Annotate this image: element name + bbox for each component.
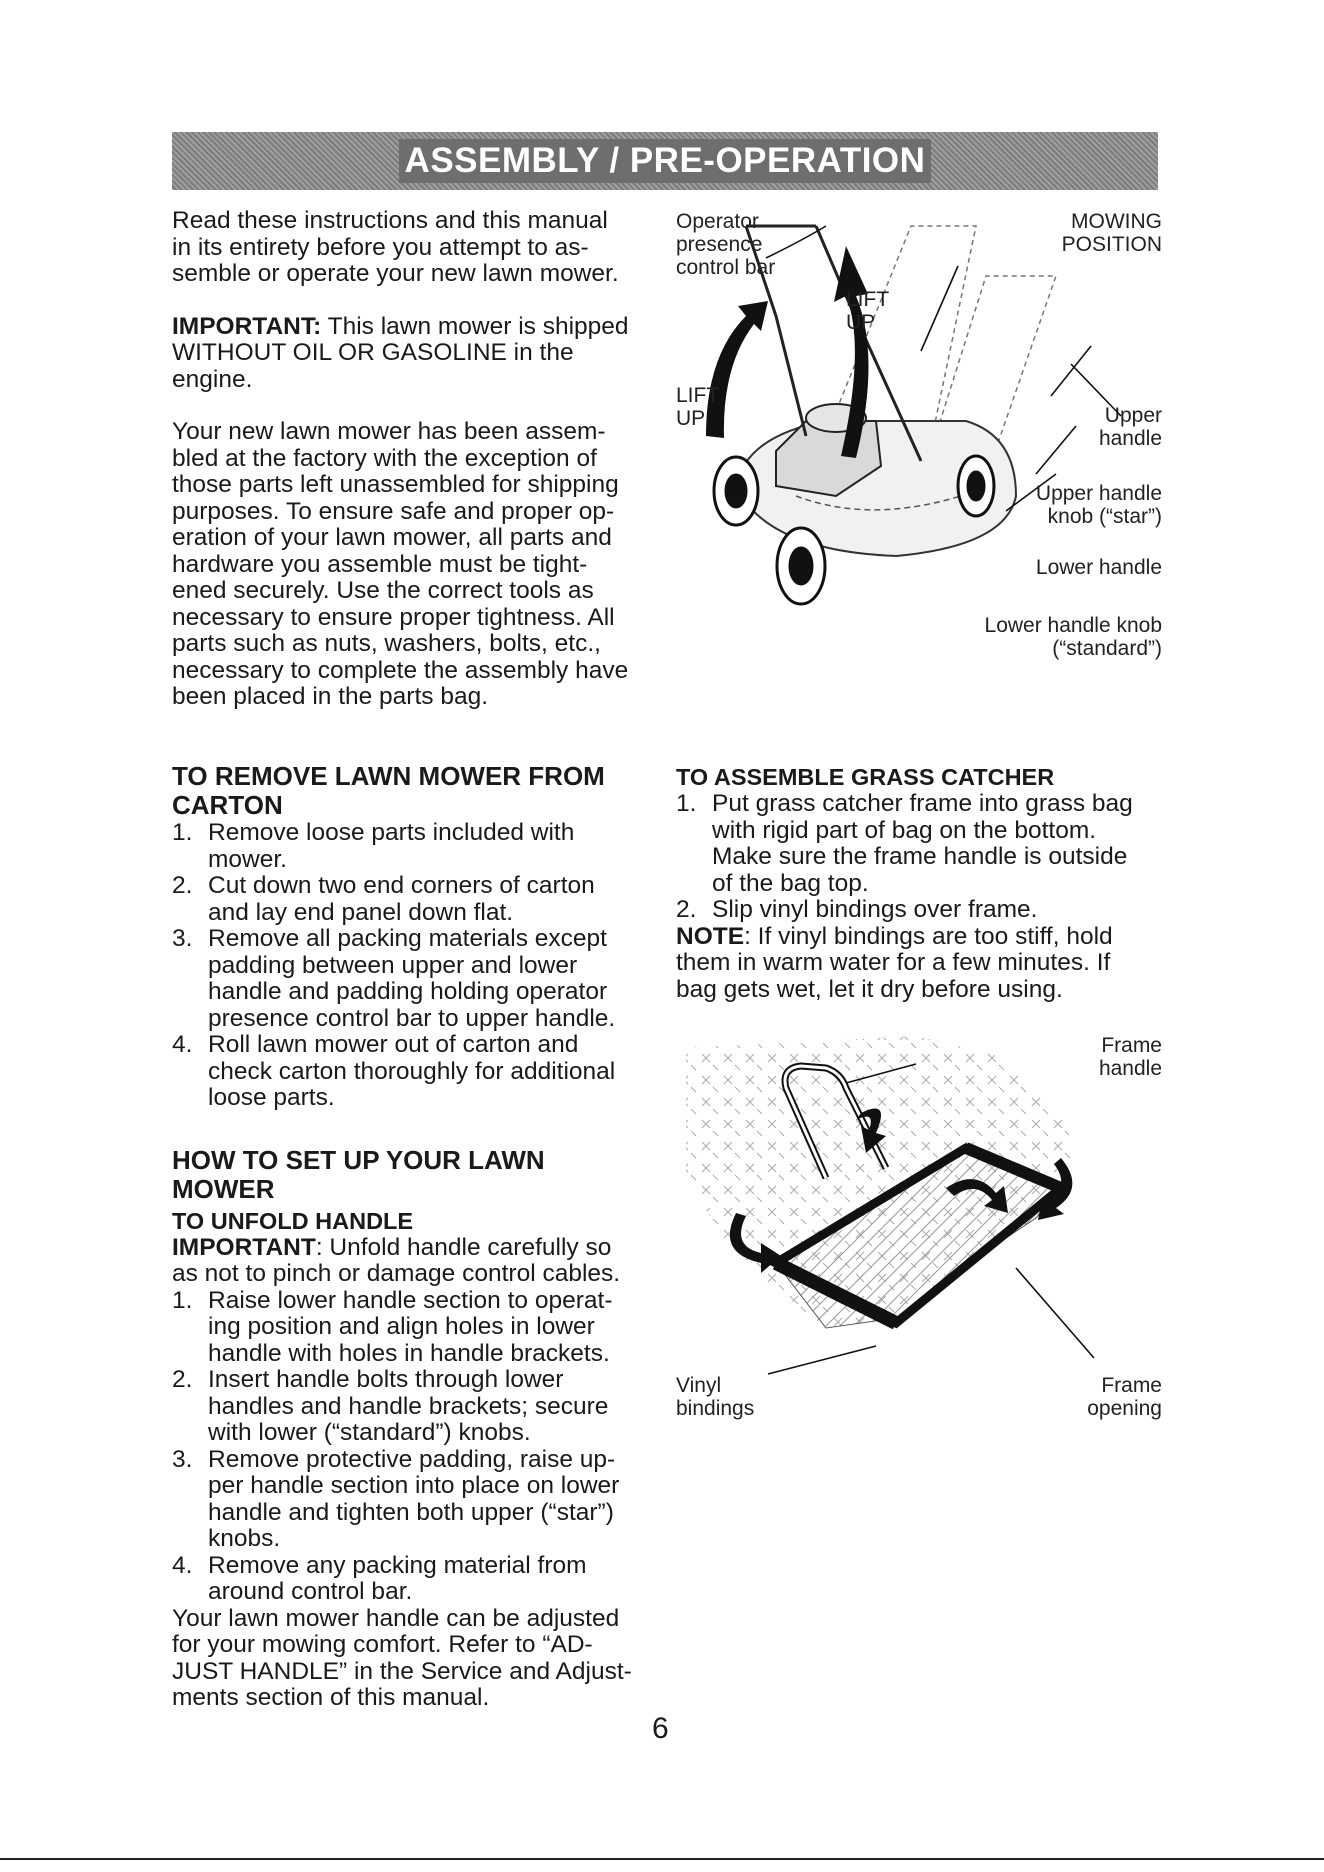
section-banner (172, 132, 1158, 190)
list-item: 2. Cut down two end corners of carton and lay end panel down flat. (172, 872, 595, 926)
lift-up-label-lower: LIFT UP (676, 384, 720, 430)
grass-catcher-illustration (676, 1028, 1162, 1428)
unfold-handle-subheading: TO UNFOLD HANDLE (172, 1207, 414, 1234)
grass-catcher-heading: TO ASSEMBLE GRASS CATCHER (676, 764, 1055, 790)
assembly-paragraph: Your new lawn mower has been assem- bled at the factory with the exception of those parts left unassembled for shipping purposes. To ensure safe and proper op- eration of your lawn mower, all parts and hardware you assemble must be tight- ened securely. Use the correct tools as necessary to ensure proper tightness. All parts such as nuts, washers, bolts, etc., necessary to complete the assembly have been placed in the parts bag. (172, 418, 629, 710)
list-item: 4. Roll lawn mower out of carton and check carton thoroughly for additional loose parts. (172, 1031, 616, 1111)
upper-handle-knob-label: Upper handle knob (“star”) (1035, 482, 1162, 528)
vinyl-bindings-label: Vinyl bindings (676, 1374, 755, 1420)
intro-paragraph: Read these instructions and this manual in its entirety before you attempt to as- semble or operate your new lawn mower. (172, 207, 619, 287)
unfold-important-note: IMPORTANT: Unfold handle carefully so as not to pinch or damage control cables. (172, 1233, 621, 1287)
list-item: 3. Remove protective padding, raise up- per handle section into place on lower handle and tighten both upper (“star”) knobs. (172, 1445, 620, 1552)
list-item: 1. Remove loose parts included with mower. (172, 819, 575, 873)
intro-text (172, 208, 652, 711)
list-item: 2. Slip vinyl bindings over frame. (676, 896, 1038, 923)
grass-catcher-instructions (676, 764, 1162, 1003)
remove-carton-heading: TO REMOVE LAWN MOWER FROM CARTON (172, 761, 605, 820)
list-item: 3. Remove all packing materials except padding between upper and lower handle and padding holding operator presence control bar to upper handle. (172, 925, 616, 1032)
list-item: 4. Remove any packing material from around control bar. (172, 1551, 587, 1605)
list-item: 1. Raise lower handle section to operat- ing position and align holes in lower handle with holes in handle brackets. (172, 1286, 613, 1367)
setup-heading: HOW TO SET UP YOUR LAWN MOWER (172, 1144, 545, 1204)
adjust-handle-paragraph: Your lawn mower handle can be adjusted for your mowing comfort. Refer to “AD- JUST HANDLE” in the Service and Adjust- ments section of this manual. (172, 1604, 632, 1711)
left-instructions (172, 762, 652, 1712)
grass-catcher-figure (676, 1028, 1162, 1428)
page-bottom-rule (0, 1858, 1324, 1860)
remove-carton-steps (172, 820, 652, 1112)
frame-handle-label: Frame handle (1098, 1034, 1162, 1080)
operator-presence-label: Operator presence control bar (676, 210, 776, 279)
grass-catcher-steps (676, 791, 1162, 924)
mowing-position-label: MOWING POSITION (1061, 210, 1162, 256)
important-shipping-note: IMPORTANT: This lawn mower is shipped WITHOUT OIL OR GASOLINE in the engine. (172, 312, 629, 393)
section-title: ASSEMBLY / PRE-OPERATION (399, 139, 932, 183)
lower-handle-label: Lower handle (1035, 556, 1162, 579)
mower-handle-figure (676, 206, 1162, 666)
list-item: 2. Insert handle bolts through lower handles and handle brackets; secure with lower (“standard”) knobs. (172, 1366, 609, 1446)
vinyl-note: NOTE: If vinyl bindings are too stiff, hold them in warm water for a few minutes. If bag gets wet, let it dry before using. (676, 922, 1113, 1003)
unfold-handle-steps (172, 1288, 652, 1606)
frame-opening-label: Frame opening (1087, 1374, 1162, 1420)
page-number: 6 (652, 1712, 669, 1745)
list-item: 1. Put grass catcher frame into grass bag with rigid part of bag on the bottom. Make sure the frame handle is outside of the bag top. (676, 790, 1133, 897)
lower-handle-knob-label: Lower handle knob (“standard”) (984, 614, 1162, 660)
lift-up-label-upper: LIFT UP (846, 288, 890, 334)
upper-handle-label: Upper handle (1098, 404, 1162, 450)
